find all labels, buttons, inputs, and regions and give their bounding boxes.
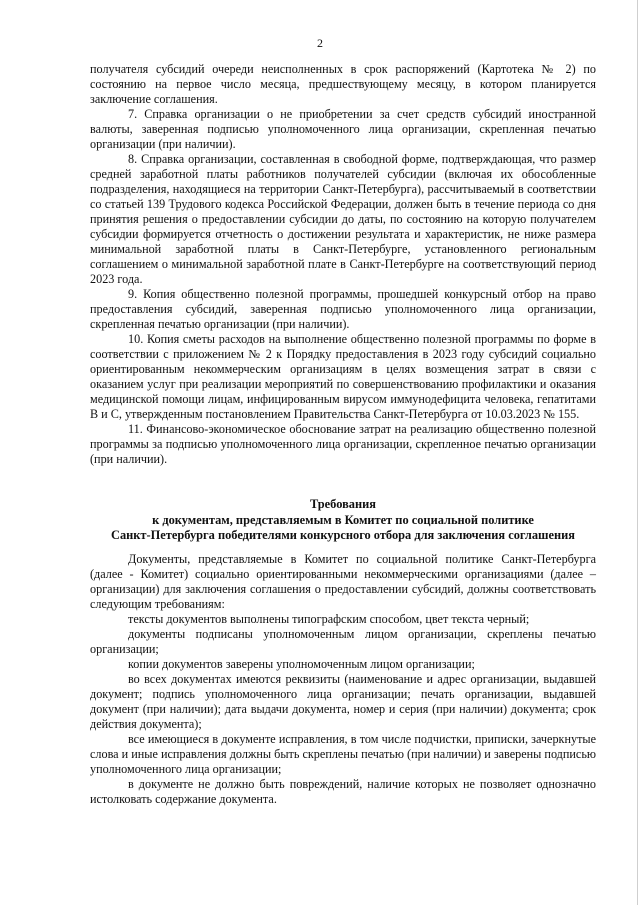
requirements-intro: Документы, представляемые в Комитет по социальной политике Санкт-Петербурга (далее - Комитет) социально ориентированными некоммерческими организациями (далее – организации) для заключения соглашения о предоставлении субсидий, должны соответствовать следующим требованиям: [90, 552, 596, 611]
requirement-item: копии документов заверены уполномоченным лицом организации; [128, 657, 475, 671]
requirement-item: в документе не должно быть повреждений, наличие которых не позволяет однозначно истолковать содержание документа. [90, 777, 596, 806]
document-body [90, 62, 596, 807]
heading-subtitle-line-1: к документам, представляемым в Комитет по социальной политике [152, 513, 534, 527]
requirement-item: тексты документов выполнены типографским способом, цвет текста черный; [128, 612, 530, 626]
heading-subtitle-line-2: Санкт-Петербурга победителями конкурсного отбора для заключения соглашения [111, 528, 575, 542]
paragraph-item-8: 8. Справка организации, составленная в свободной форме, подтверждающая, что размер средней заработной платы работников получателей субсидии (включая их обособленные подразделения, находящиеся на территории Санкт-Петербурга), рассчитываемый в соответствии со статьей 139 Трудового кодекса Российской Федерации, должен быть в течение периода со дня принятия решения о предоставлении субсидии до даты, по состоянию на которую получателем субсидии формируется отчетность о достижении результата и характеристик, не ниже размера минимальной заработной платы в Санкт-Петербурге, установленного региональным соглашением о минимальной заработной плате в Санкт-Петербурге на соответствующий период 2023 года. [90, 152, 596, 286]
paragraph-continuation: получателя субсидий очереди неисполненных в срок распоряжений (Картотека № 2) по состоянию на первое число месяца, предшествующему месяцу, в котором планируется заключение соглашения. [90, 62, 596, 106]
requirement-item: документы подписаны уполномоченным лицом организации, скреплены печатью организации; [90, 627, 596, 656]
paragraph-item-9: 9. Копия общественно полезной программы, прошедшей конкурсный отбор на право предоставления субсидий, заверенная подписью уполномоченного лица организации, скрепленная печатью организации (при наличии). [90, 287, 596, 331]
scan-edge-line [637, 0, 638, 905]
paragraph-item-7: 7. Справка организации о не приобретении за счет средств субсидий иностранной валюты, заверенная подписью уполномоченного лица организации, скрепленная печатью организации (при наличии). [90, 107, 596, 151]
paragraph-item-10: 10. Копия сметы расходов на выполнение общественно полезной программы по форме в соответствии с приложением № 2 к Порядку предоставления в 2023 году субсидий социально ориентированным некоммерческим организациям в целях возмещения затрат в связи с оказанием услуг при реализации мероприятий по совершенствованию профилактики и оказания медицинской помощи лицам, инфицированным вирусом иммунодефицита человека, гепатитами В и С, утвержденным постановлением Правительства Санкт-Петербурга от 10.03.2023 № 155. [90, 332, 596, 421]
heading-title: Требования [310, 497, 376, 511]
requirement-item: все имеющиеся в документе исправления, в том числе подчистки, приписки, зачеркнутые слова и иные исправления должны быть скреплены печатью (при наличии) и заверены подписью уполномоченного лица организации; [90, 732, 596, 776]
section-heading [90, 497, 596, 543]
page-number: 2 [317, 36, 323, 50]
requirement-item: во всех документах имеются реквизиты (наименование и адрес организации, выдавшей документ; подпись уполномоченного лица организации; печать организации, выдавшей документ (при наличии); дата выдачи документа, номер и серия (при наличии) документа; срок действия документа); [90, 672, 596, 731]
paragraph-item-11: 11. Финансово-экономическое обоснование затрат на реализацию общественно полезной программы за подписью уполномоченного лица организации, скрепленное печатью организации (при наличии). [90, 422, 596, 466]
